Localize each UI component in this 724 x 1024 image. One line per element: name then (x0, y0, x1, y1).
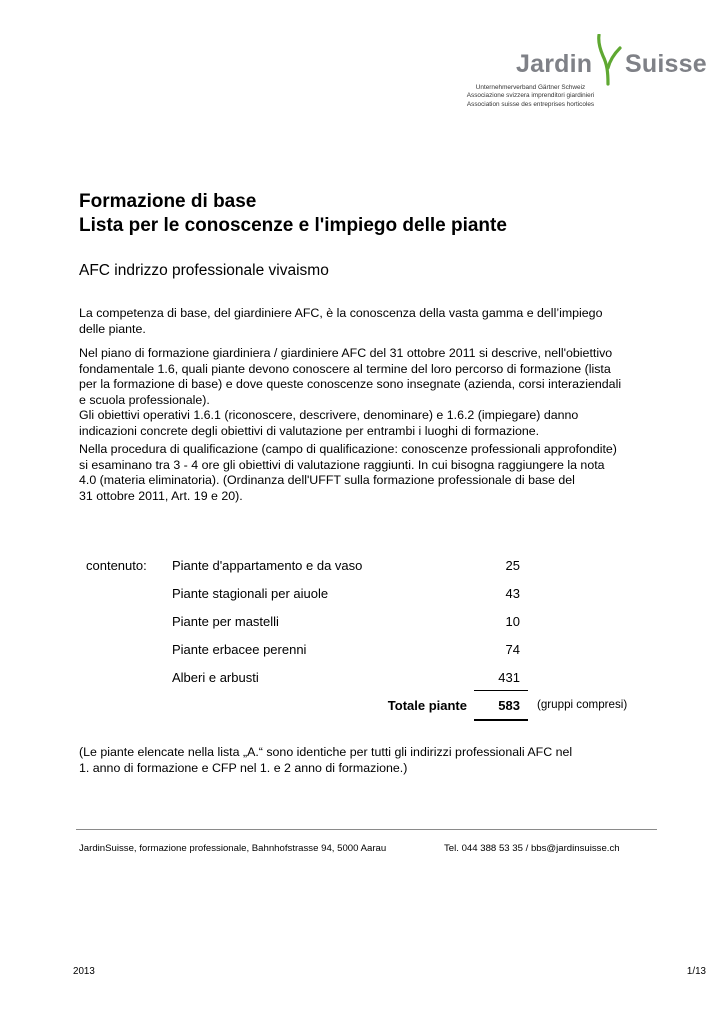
paragraph-line: fondamentale 1.6, quali piante devono conoscere al termine del loro percorso di formazione (lista (79, 361, 611, 376)
content-row-name: Piante erbacee perenni (172, 642, 307, 657)
paragraph-line: e scuola professionale). (79, 392, 210, 407)
logo-tagline-fr: Association suisse des entreprises horticoles (466, 100, 595, 108)
footer-year: 2013 (73, 966, 95, 977)
footer-address: JardinSuisse, formazione professionale, Bahnhofstrasse 94, 5000 Aarau (79, 843, 387, 854)
logo-tagline-it: Associazione svizzera imprenditori giardinieri (466, 92, 595, 100)
total-note: (gruppi compresi) (537, 698, 628, 711)
paragraph-line: (Le piante elencate nella lista „A.“ sono identiche per tutti gli indirizzi professionali AFC nel (79, 745, 573, 759)
paragraph-line: 31 ottobre 2011, Art. 19 e 20). (79, 488, 243, 503)
training-plan-paragraph (79, 346, 669, 440)
paragraph-line: La competenza di base, del giardiniere AFC, è la conoscenza della vasta gamma e dell’impiego (79, 306, 603, 320)
note-paragraph (79, 745, 572, 776)
total-label: Totale piante (387, 698, 467, 713)
footer-contact: Tel. 044 388 53 35 / bbs@jardinsuisse.ch (444, 843, 620, 854)
title-line-2: Lista per le conoscenze e l'impiego delle piante (79, 215, 507, 236)
content-row-name: Piante per mastelli (172, 614, 279, 629)
paragraph-line: Gli obiettivi operativi 1.6.1 (riconoscere, descrivere, denominare) e 1.6.2 (impiegare) danno (79, 408, 579, 423)
content-row-name: Piante stagionali per aiuole (172, 586, 329, 601)
paragraph-line: Nella procedura di qualificazione (campo di qualificazione: conoscenze professionali approfondite) (79, 442, 617, 456)
paragraph-line: per la formazione di base) e dove queste conoscenze sono insegnate (azienda, corsi interaziendali (79, 377, 622, 392)
paragraph-line: Nel piano di formazione giardiniera / giardiniere AFC del 31 ottobre 2011 si descrive, nell'obiettivo (79, 346, 613, 360)
page-number: 1/13 (686, 966, 706, 977)
paragraph-line: si esaminano tra 3 - 4 ore gli obiettivi di valutazione raggiunti. In cui bisogna raggiungere la nota (79, 457, 605, 472)
logo-tagline (458, 84, 603, 109)
logo-tagline-de: Unternehmerverband Gärtner Schweiz (475, 84, 586, 91)
content-label: contenuto: (86, 558, 147, 573)
logo-word-suisse: Suisse (625, 50, 707, 78)
content-row-count: 25 (505, 558, 520, 573)
content-row-count: 74 (505, 642, 520, 657)
paragraph-line: 1. anno di formazione e CFP nel 1. e 2 anno di formazione.) (79, 760, 408, 775)
document-subtitle: AFC indrizzo professionale vivaismo (79, 262, 329, 279)
content-row-count: 43 (505, 586, 520, 601)
total-bottom-rule (474, 719, 528, 721)
paragraph-line: 4.0 (materia eliminatoria). (Ordinanza dell'UFFT sulla formazione professionale di base del (79, 473, 575, 488)
leaf-y-icon (591, 34, 625, 86)
content-row-count: 431 (498, 670, 520, 685)
content-row-name: Piante d'appartamento e da vaso (172, 558, 363, 573)
content-row-name: Alberi e arbusti (172, 670, 259, 685)
footer-divider (76, 829, 657, 830)
logo-word-jardin: Jardin (516, 50, 593, 78)
total-top-rule (474, 690, 528, 691)
paragraph-line: delle piante. (79, 321, 146, 336)
paragraph-line: indicazioni concrete degli obiettivi di valutazione per entrambi i luoghi di formazione. (79, 423, 540, 438)
total-value: 583 (498, 698, 520, 713)
jardinsuisse-logo (458, 34, 708, 110)
intro-paragraph (79, 306, 669, 337)
document-title (79, 190, 507, 238)
title-line-1: Formazione di base (79, 191, 257, 212)
content-row-count: 10 (505, 614, 520, 629)
qualification-paragraph (79, 442, 669, 504)
